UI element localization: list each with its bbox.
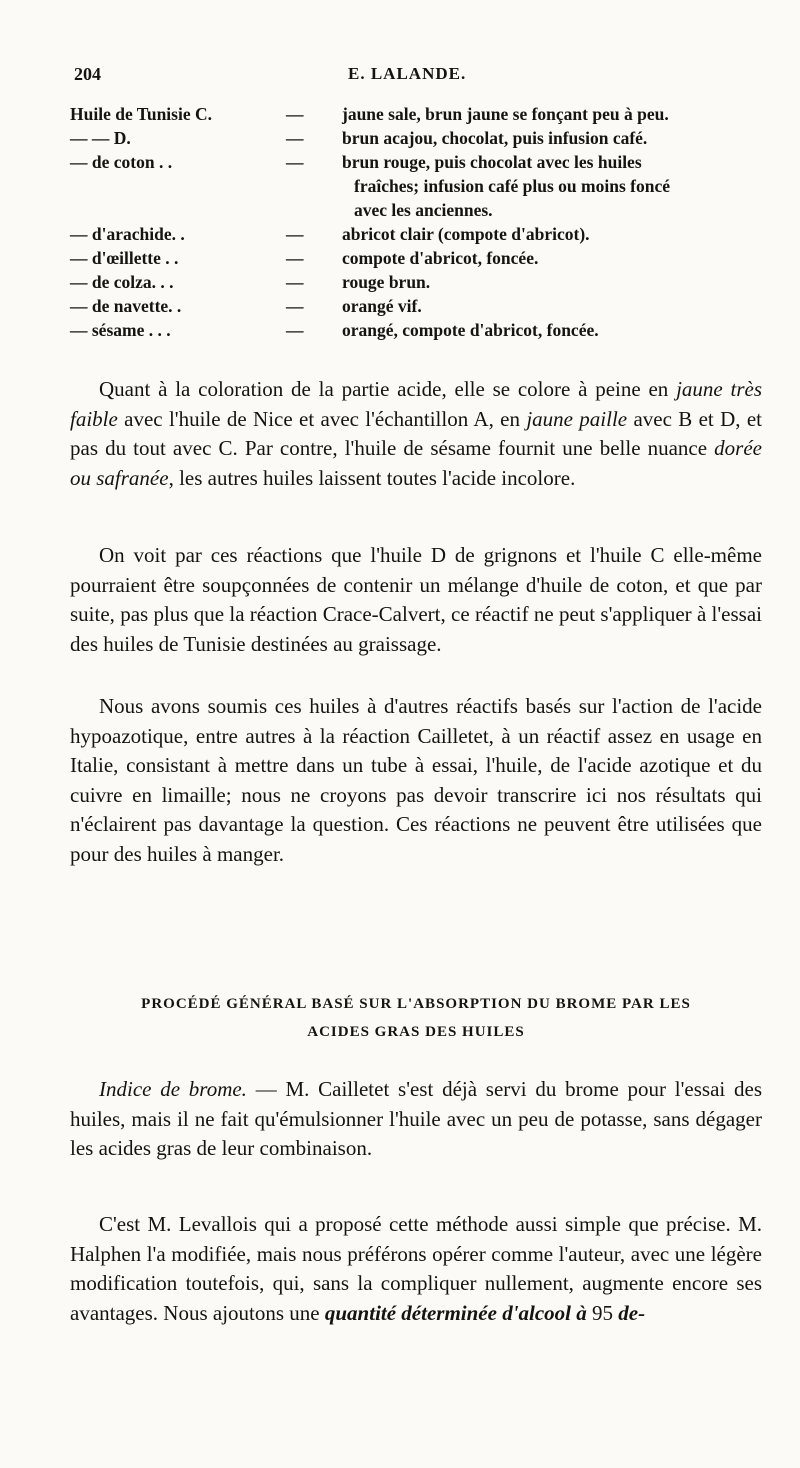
table-row — [70, 246, 760, 270]
paragraph-other-reagents: Nous avons soumis ces huiles à d'autres réactifs basés sur l'action de l'acide hypoazotique, entre autres à la réaction Cailletet, à un réactif assez en usage en Italie, consistant à mettre dans un tube à essai, l'huile, de l'acide azotique et du cuivre en limaille; nous ne croyons pas devoir transcrire ici nos résultats qui n'éclairent pas davantage la question. Ces réactions ne peuvent être utilisées que pour des huiles à manger. — [70, 694, 762, 866]
table-row — [70, 270, 760, 294]
row-dash: — — [286, 152, 304, 172]
coloration-line: jaune sale, brun jaune se fonçant peu à peu. — [342, 104, 669, 124]
coloration-line: brun rouge, puis chocolat avec les huiles — [342, 152, 642, 172]
coloration-description — [342, 270, 760, 294]
coloration-description — [342, 102, 760, 126]
oil-coloration-table — [70, 102, 760, 342]
coloration-description — [342, 246, 760, 270]
oil-name: — de colza. . . — [70, 272, 174, 292]
table-row — [70, 126, 760, 150]
oil-name: Huile de Tunisie C. — [70, 104, 212, 124]
coloration-description — [342, 222, 760, 246]
row-dash: — — [286, 248, 304, 268]
paragraph-levallois-method: C'est M. Levallois qui a proposé cette méthode aussi simple que précise. M. Halphen l'a modifiée, mais nous préférons opérer comme l'auteur, avec une légère modification toutefois, qui, sans la compliquer nullement, augmente encore ses avantages. Nous ajoutons une quantité déterminée d'alcool à 95 de- — [70, 1212, 762, 1325]
table-row — [70, 222, 760, 246]
row-dash: — — [286, 128, 304, 148]
oil-name: — d'œillette . . — [70, 248, 179, 268]
paragraph-bromine-index: Indice de brome. — M. Cailletet s'est déjà servi du brome pour l'essai des huiles, mais il ne fait qu'émulsionner l'huile avec un peu de potasse, sans dégager les acides gras de leur combinaison. — [70, 1077, 762, 1161]
table-row — [70, 294, 760, 318]
running-title: E. LALANDE. — [348, 64, 467, 83]
coloration-description — [342, 150, 760, 222]
table-row — [70, 102, 760, 126]
paragraph-reactions: On voit par ces réactions que l'huile D de grignons et l'huile C elle-même pourraient être soupçonnées de contenir un mélange d'huile de coton, et que par suite, pas plus que la réaction Crace-Calvert, ce réactif ne peut s'appliquer à l'essai des huiles de Tunisie destinées au graissage. — [70, 543, 762, 656]
row-dash: — — [286, 272, 304, 292]
coloration-description — [342, 318, 760, 342]
page-number: 204 — [74, 64, 101, 84]
coloration-description — [342, 126, 760, 150]
table-row — [70, 150, 760, 222]
table-row — [70, 318, 760, 342]
row-dash: — — [286, 296, 304, 316]
oil-name: — de navette. . — [70, 296, 182, 316]
row-dash: — — [286, 104, 304, 124]
row-dash: — — [286, 224, 304, 244]
oil-name: — d'arachide. . — [70, 224, 185, 244]
coloration-line: orangé, compote d'abricot, foncée. — [342, 320, 599, 340]
coloration-description — [342, 294, 760, 318]
paragraph-coloration: Quant à la coloration de la partie acide, elle se colore à peine en jaune très faible avec l'huile de Nice et avec l'échantillon A, en jaune paille avec B et D, et pas du tout avec C. Par contre, l'huile de sésame fournit une belle nuance dorée ou safranée, les autres huiles laissent toutes l'acide incolore. — [70, 377, 762, 490]
coloration-line: orangé vif. — [342, 296, 422, 316]
section-heading: PROCÉDÉ GÉNÉRAL BASÉ SUR L'ABSORPTION DU BROME PAR LES ACIDES GRAS DES HUILES — [141, 996, 691, 1040]
coloration-line: compote d'abricot, foncée. — [342, 248, 539, 268]
coloration-line: avec les anciennes. — [354, 200, 493, 220]
coloration-line: fraîches; infusion café plus ou moins foncé — [354, 176, 670, 196]
oil-name: — — D. — [70, 128, 131, 148]
coloration-line: rouge brun. — [342, 272, 431, 292]
coloration-line: brun acajou, chocolat, puis infusion café. — [342, 128, 648, 148]
row-dash: — — [286, 320, 304, 340]
oil-name: — de coton . . — [70, 152, 173, 172]
coloration-line: abricot clair (compote d'abricot). — [342, 224, 590, 244]
oil-name: — sésame . . . — [70, 320, 171, 340]
